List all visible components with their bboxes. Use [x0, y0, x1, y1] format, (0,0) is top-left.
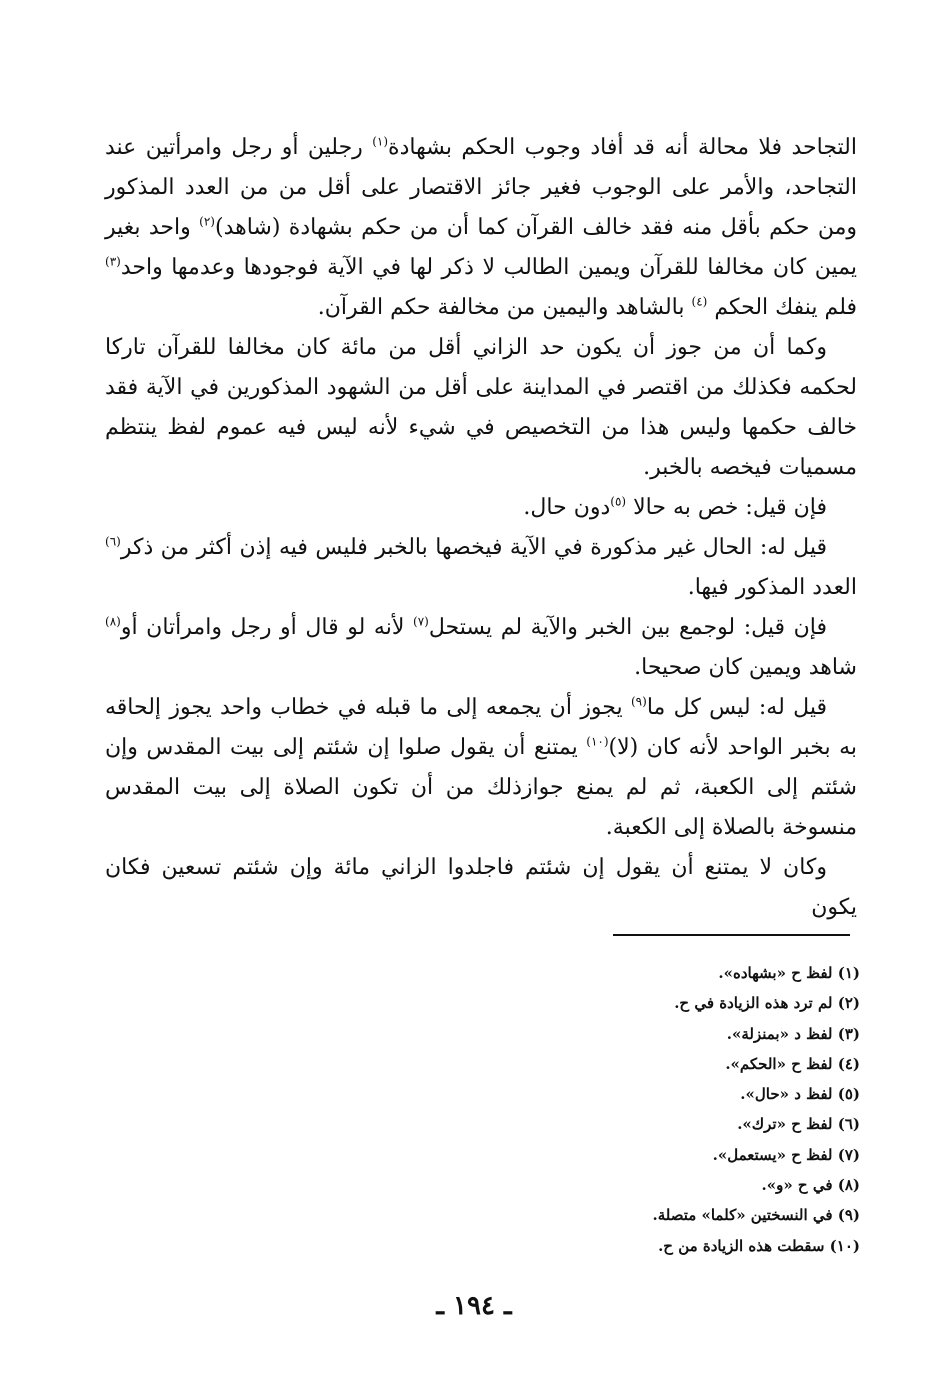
footnote-item: (١) لفظ ح «بشهاده». — [718, 964, 860, 982]
footnote-marker: (٢) — [199, 214, 215, 229]
footnotes-block — [440, 958, 860, 1261]
page-number: ـ ١٩٤ ـ — [436, 1291, 512, 1321]
footnote-item: (٦) لفظ ح «ترك». — [737, 1115, 860, 1134]
footnote-marker: (٩) — [630, 694, 647, 709]
footnote-item: (٣) لفظ د «بمنزلة». — [726, 1024, 860, 1043]
body-text-run: دون حال. — [523, 495, 611, 520]
footnote-marker: (٣) — [105, 254, 121, 269]
body-text-run: العدد المذكور فيها. — [687, 575, 857, 600]
body-text-run: وكان لا يمتنع أن يقول إن شئتم فاجلدوا الزاني مائة وإن شئتم تسعين فكان يكون — [105, 855, 857, 920]
body-text-run: قيل له: الحال غير مذكورة في الآية فيخصها بالخبر فليس فيه إذن أكثر من ذكر — [120, 535, 827, 560]
body-paragraph — [105, 528, 857, 608]
body-text-run: فإن قيل: لوجمع بين الخبر والآية لم يستحل — [428, 615, 827, 640]
body-text-run: قيل له: ليس كل ما — [646, 695, 827, 720]
body-text-run: فإن قيل: خص به حالا — [626, 495, 827, 520]
body-paragraph — [105, 488, 857, 528]
body-paragraph — [105, 128, 857, 328]
footnote-item: (٧) لفظ ح «يستعمل». — [712, 1145, 860, 1164]
footnote-item: (٥) لفظ د «حال». — [740, 1085, 860, 1104]
body-text-run: رجلين أو رجل وامرأتين عند التجاحد، والأمر على الوجوب فغير جائز الاقتصار على أقل من من العدد المذكور ومن حكم بأقل منه فقد خالف القرآن كما أن من حكم بشهادة (شاهد) — [105, 135, 858, 240]
body-paragraph — [105, 688, 857, 848]
footnote-marker: (١٠) — [586, 734, 609, 749]
footnote-marker: (٨) — [105, 614, 121, 629]
body-paragraph — [105, 328, 857, 488]
body-paragraph — [105, 848, 857, 928]
footnote-item: (١٠) سقطت هذه الزيادة من ح. — [658, 1236, 860, 1255]
footnote-marker: (٦) — [105, 534, 121, 549]
footnote-marker: (٤) — [691, 294, 708, 309]
body-text-run: واحد بغير يمين كان مخالفا للقرآن ويمين الطالب لا ذكر لها في الآية فوجودها وعدمها واحد — [105, 215, 857, 280]
body-text-run: يمتنع أن يقول صلوا إن شئتم إلى بيت المقدس وإن شئتم إلى الكعبة، ثم لم يمنع جوازذلك من أن تكون الصلاة إلى بيت المقدس منسوخة بالصلاة إلى الكعبة. — [105, 735, 857, 840]
footnote-marker: (١) — [372, 134, 389, 149]
body-paragraph — [105, 608, 857, 688]
main-body-text — [105, 128, 857, 928]
footnote-item: (٢) لم ترد هذه الزيادة في ح. — [674, 994, 860, 1013]
body-text-run: بالشاهد واليمين من مخالفة حكم القرآن. — [317, 295, 692, 320]
body-text-run: التجاحد فلا محالة أنه قد أفاد وجوب الحكم بشهادة — [388, 135, 857, 160]
body-text-run: لأنه لو قال أو رجل وامرأتان أو — [120, 615, 414, 640]
footnote-item: (٩) في النسختين «كلما» متصلة. — [652, 1206, 860, 1225]
footnote-item: (٤) لفظ ح «الحكم». — [725, 1054, 860, 1073]
body-text-run: يجوز أن يجمعه إلى ما قبله في خطاب واحد يجوز إلحاقه به بخبر الواحد لأنه كان (لا) — [105, 695, 858, 760]
body-text-run: فلم ينفك الحكم — [707, 295, 857, 320]
footnote-item: (٨) في ح «و». — [761, 1176, 860, 1195]
body-text-run: شاهد ويمين كان صحيحا. — [634, 655, 857, 680]
body-text-run: وكما أن من جوز أن يكون حد الزاني أقل من مائة كان مخالفا للقرآن تاركا لحكمه فكذلك من اقتصر في المداينة على أقل من الشهود المذكورين في الآية فقد خالف حكمها وليس هذا من التخصيص في شيء لأنه ليس فيه عموم لفظ ينتظم مسميات فيخصه بالخبر. — [105, 335, 857, 480]
footnote-marker: (٥) — [610, 494, 627, 509]
footnote-marker: (٧) — [413, 614, 429, 629]
footnote-separator-rule — [613, 934, 850, 936]
